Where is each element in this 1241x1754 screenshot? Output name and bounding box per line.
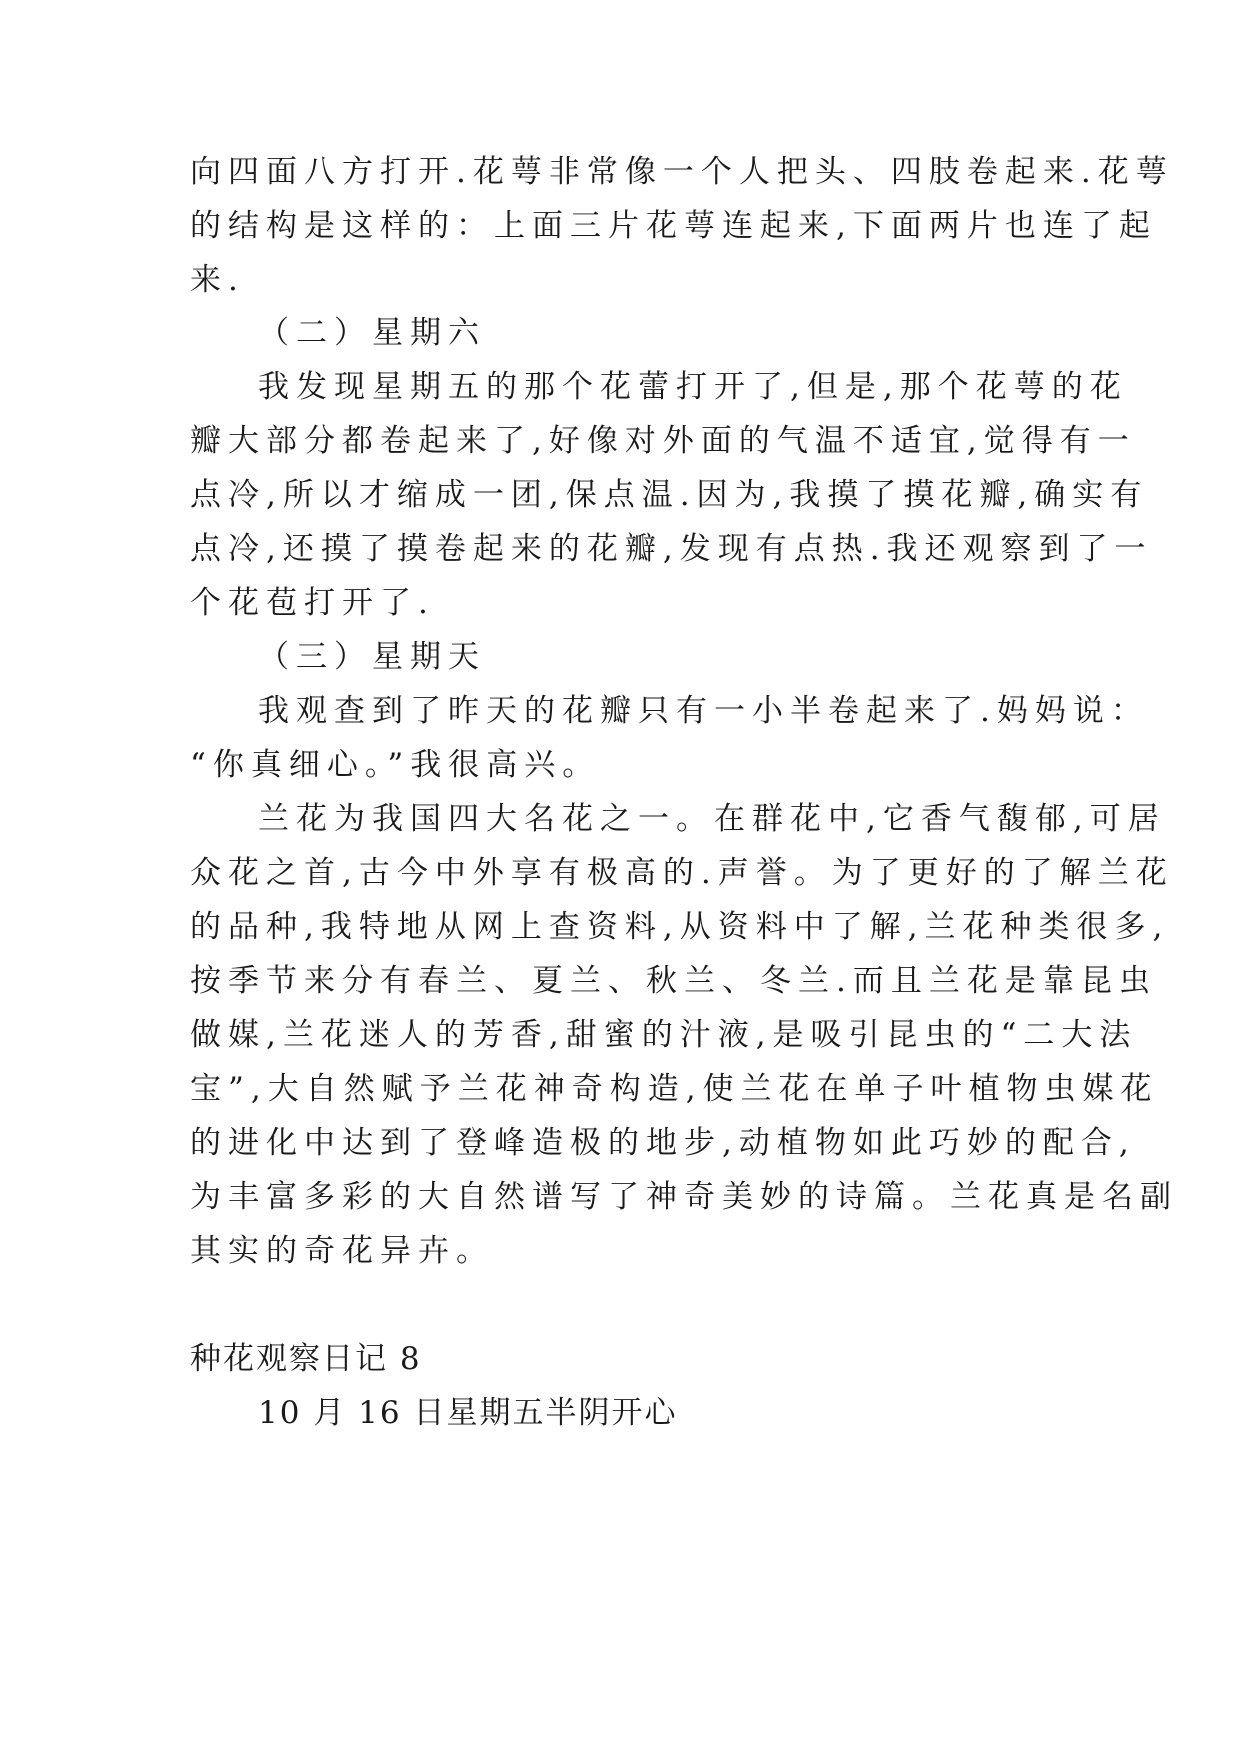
heading-sunday: （三）星期天 [258,639,486,675]
paragraph-line: 众花之首,古今中外享有极高的.声誉。为了更好的了解兰花 [190,855,1174,891]
paragraph-line: “你真细心。”我很高兴。 [190,747,601,783]
section-title: 种花观察日记 8 [190,1341,422,1377]
paragraph-line: 我发现星期五的那个花蕾打开了,但是,那个花萼的花 [258,369,1128,405]
date-line: 10 月 16 日星期五半阴开心 [258,1395,678,1431]
paragraph-line: 个花苞打开了. [190,585,435,621]
paragraph-line: 宝”,大自然赋予兰花神奇构造,使兰花在单子叶植物虫媒花 [190,1071,1159,1107]
paragraph-line: 点冷,还摸了摸卷起来的花瓣,发现有点热.我还观察到了一 [190,531,1153,567]
paragraph-line: 向四面八方打开.花萼非常像一个人把头、四肢卷起来.花萼 [190,154,1174,190]
paragraph-line: 兰花为我国四大名花之一。在群花中,它香气馥郁,可居 [258,801,1166,837]
heading-saturday: （二）星期六 [258,315,486,351]
paragraph-line: 的品种,我特地从网上查资料,从资料中了解,兰花种类很多, [190,909,1170,945]
paragraph-line: 做媒,兰花迷人的芳香,甜蜜的汁液,是吸引昆虫的“二大法 [190,1017,1138,1053]
paragraph-line: 来. [190,262,245,298]
paragraph-line: 其实的奇花异卉。 [190,1233,494,1269]
paragraph-line: 我观查到了昨天的花瓣只有一小半卷起来了.妈妈说： [258,693,1149,729]
paragraph-line: 瓣大部分都卷起来了,好像对外面的气温不适宜,觉得有一 [190,423,1136,459]
paragraph-line: 的进化中达到了登峰造极的地步,动植物如此巧妙的配合, [190,1125,1136,1161]
paragraph-line: 为丰富多彩的大自然谱写了神奇美妙的诗篇。兰花真是名副 [190,1179,1178,1215]
paragraph-line: 按季节来分有春兰、夏兰、秋兰、冬兰.而且兰花是靠昆虫 [190,963,1157,999]
paragraph-line: 的结构是这样的：上面三片花萼连起来,下面两片也连了起 [190,208,1157,244]
paragraph-line: 点冷,所以才缩成一团,保点温.因为,我摸了摸花瓣,确实有 [190,477,1149,513]
